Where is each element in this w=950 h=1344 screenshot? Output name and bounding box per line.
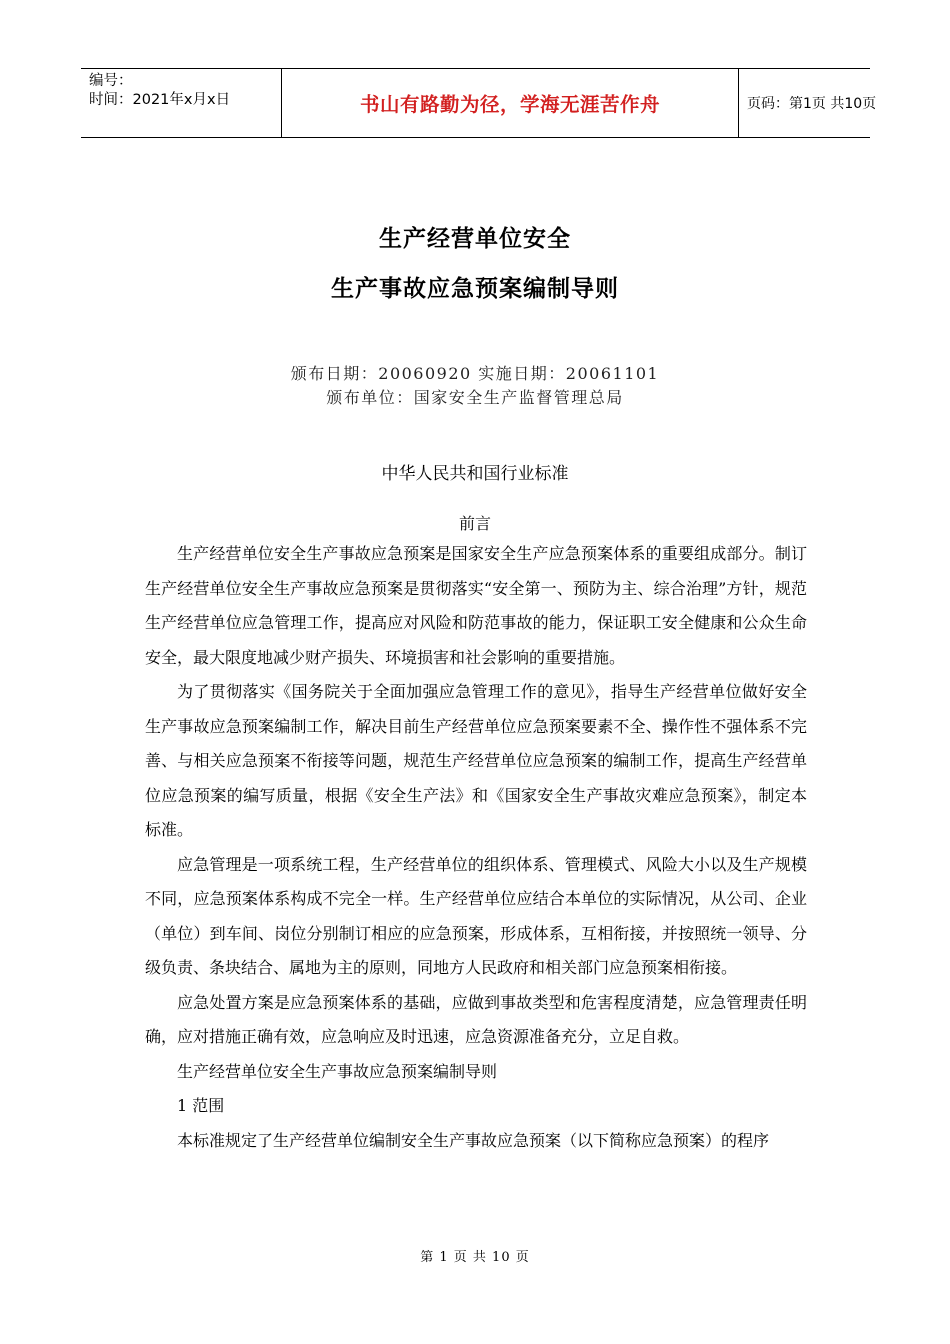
header-right-cell [739, 69, 877, 137]
body-paragraph: 应急管理是一项系统工程，生产经营单位的组织体系、管理模式、风险大小以及生产规模不同，应急预案体系构成不完全一样。生产经营单位应结合本单位的实际情况，从公司、企业（单位）到车间、岗位分别制订相应的应急预案，形成体系，互相衔接，并按照统一领导、分级负责、条块结合、属地为主的原则，同地方人民政府和相关部门应急预案相衔接。 [145, 854, 807, 977]
standard-category: 中华人民共和国行业标准 [381, 464, 569, 484]
page-code: 页码：第1页 共10页 [747, 96, 877, 112]
page-header [81, 68, 877, 138]
body-paragraph: 生产经营单位安全生产事故应急预案是国家安全生产应急预案体系的重要组成部分。制订生产经营单位安全生产事故应急预案是贯彻落实“安全第一、预防为主、综合治理”方针，规范生产经营单位应急管理工作，提高应对风险和防范事故的能力，保证职工安全健康和公众生命安全，最大限度地减少财产损失、环境损害和社会影响的重要措施。 [145, 544, 807, 667]
header-left-cell [81, 69, 281, 137]
motto-text: 书山有路勤为径，学海无涯苦作舟 [359, 93, 660, 116]
header-motto-cell [281, 69, 739, 137]
document-title-line2: 生产事故应急预案编制导则 [331, 276, 619, 302]
date-label: 时间：2021年x月x日 [89, 92, 231, 108]
section-title: 生产经营单位安全生产事故应急预案编制导则 [177, 1061, 498, 1081]
page-footer: 第 1 页 共 10 页 [420, 1250, 530, 1265]
section-heading-scope: 1 范围 [177, 1096, 225, 1115]
number-label: 编号： [89, 73, 133, 89]
foreword-heading: 前言 [458, 514, 491, 533]
body-paragraph: 本标准规定了生产经营单位编制安全生产事故应急预案（以下简称应急预案）的程序 [177, 1130, 770, 1150]
issuing-authority: 颁布单位：国家安全生产监督管理总局 [326, 388, 624, 407]
document-title-line1: 生产经营单位安全 [379, 226, 571, 252]
body-paragraph: 为了贯彻落实《国务院关于全面加强应急管理工作的意见》，指导生产经营单位做好安全生产事故应急预案编制工作，解决目前生产经营单位应急预案要素不全、操作性不强体系不完善、与相关应急预案不衔接等问题，规范生产经营单位应急预案的编制工作，提高生产经营单位应急预案的编写质量，根据《安全生产法》和《国家安全生产事故灾难应急预案》，制定本标准。 [145, 682, 807, 839]
document-body [145, 537, 807, 1158]
issue-dates: 颁布日期：20060920 实施日期：20061101 [290, 364, 660, 383]
body-paragraph: 应急处置方案是应急预案体系的基础，应做到事故类型和危害程度清楚，应急管理责任明确，应对措施正确有效，应急响应及时迅速，应急资源准备充分，立足自救。 [145, 992, 807, 1046]
